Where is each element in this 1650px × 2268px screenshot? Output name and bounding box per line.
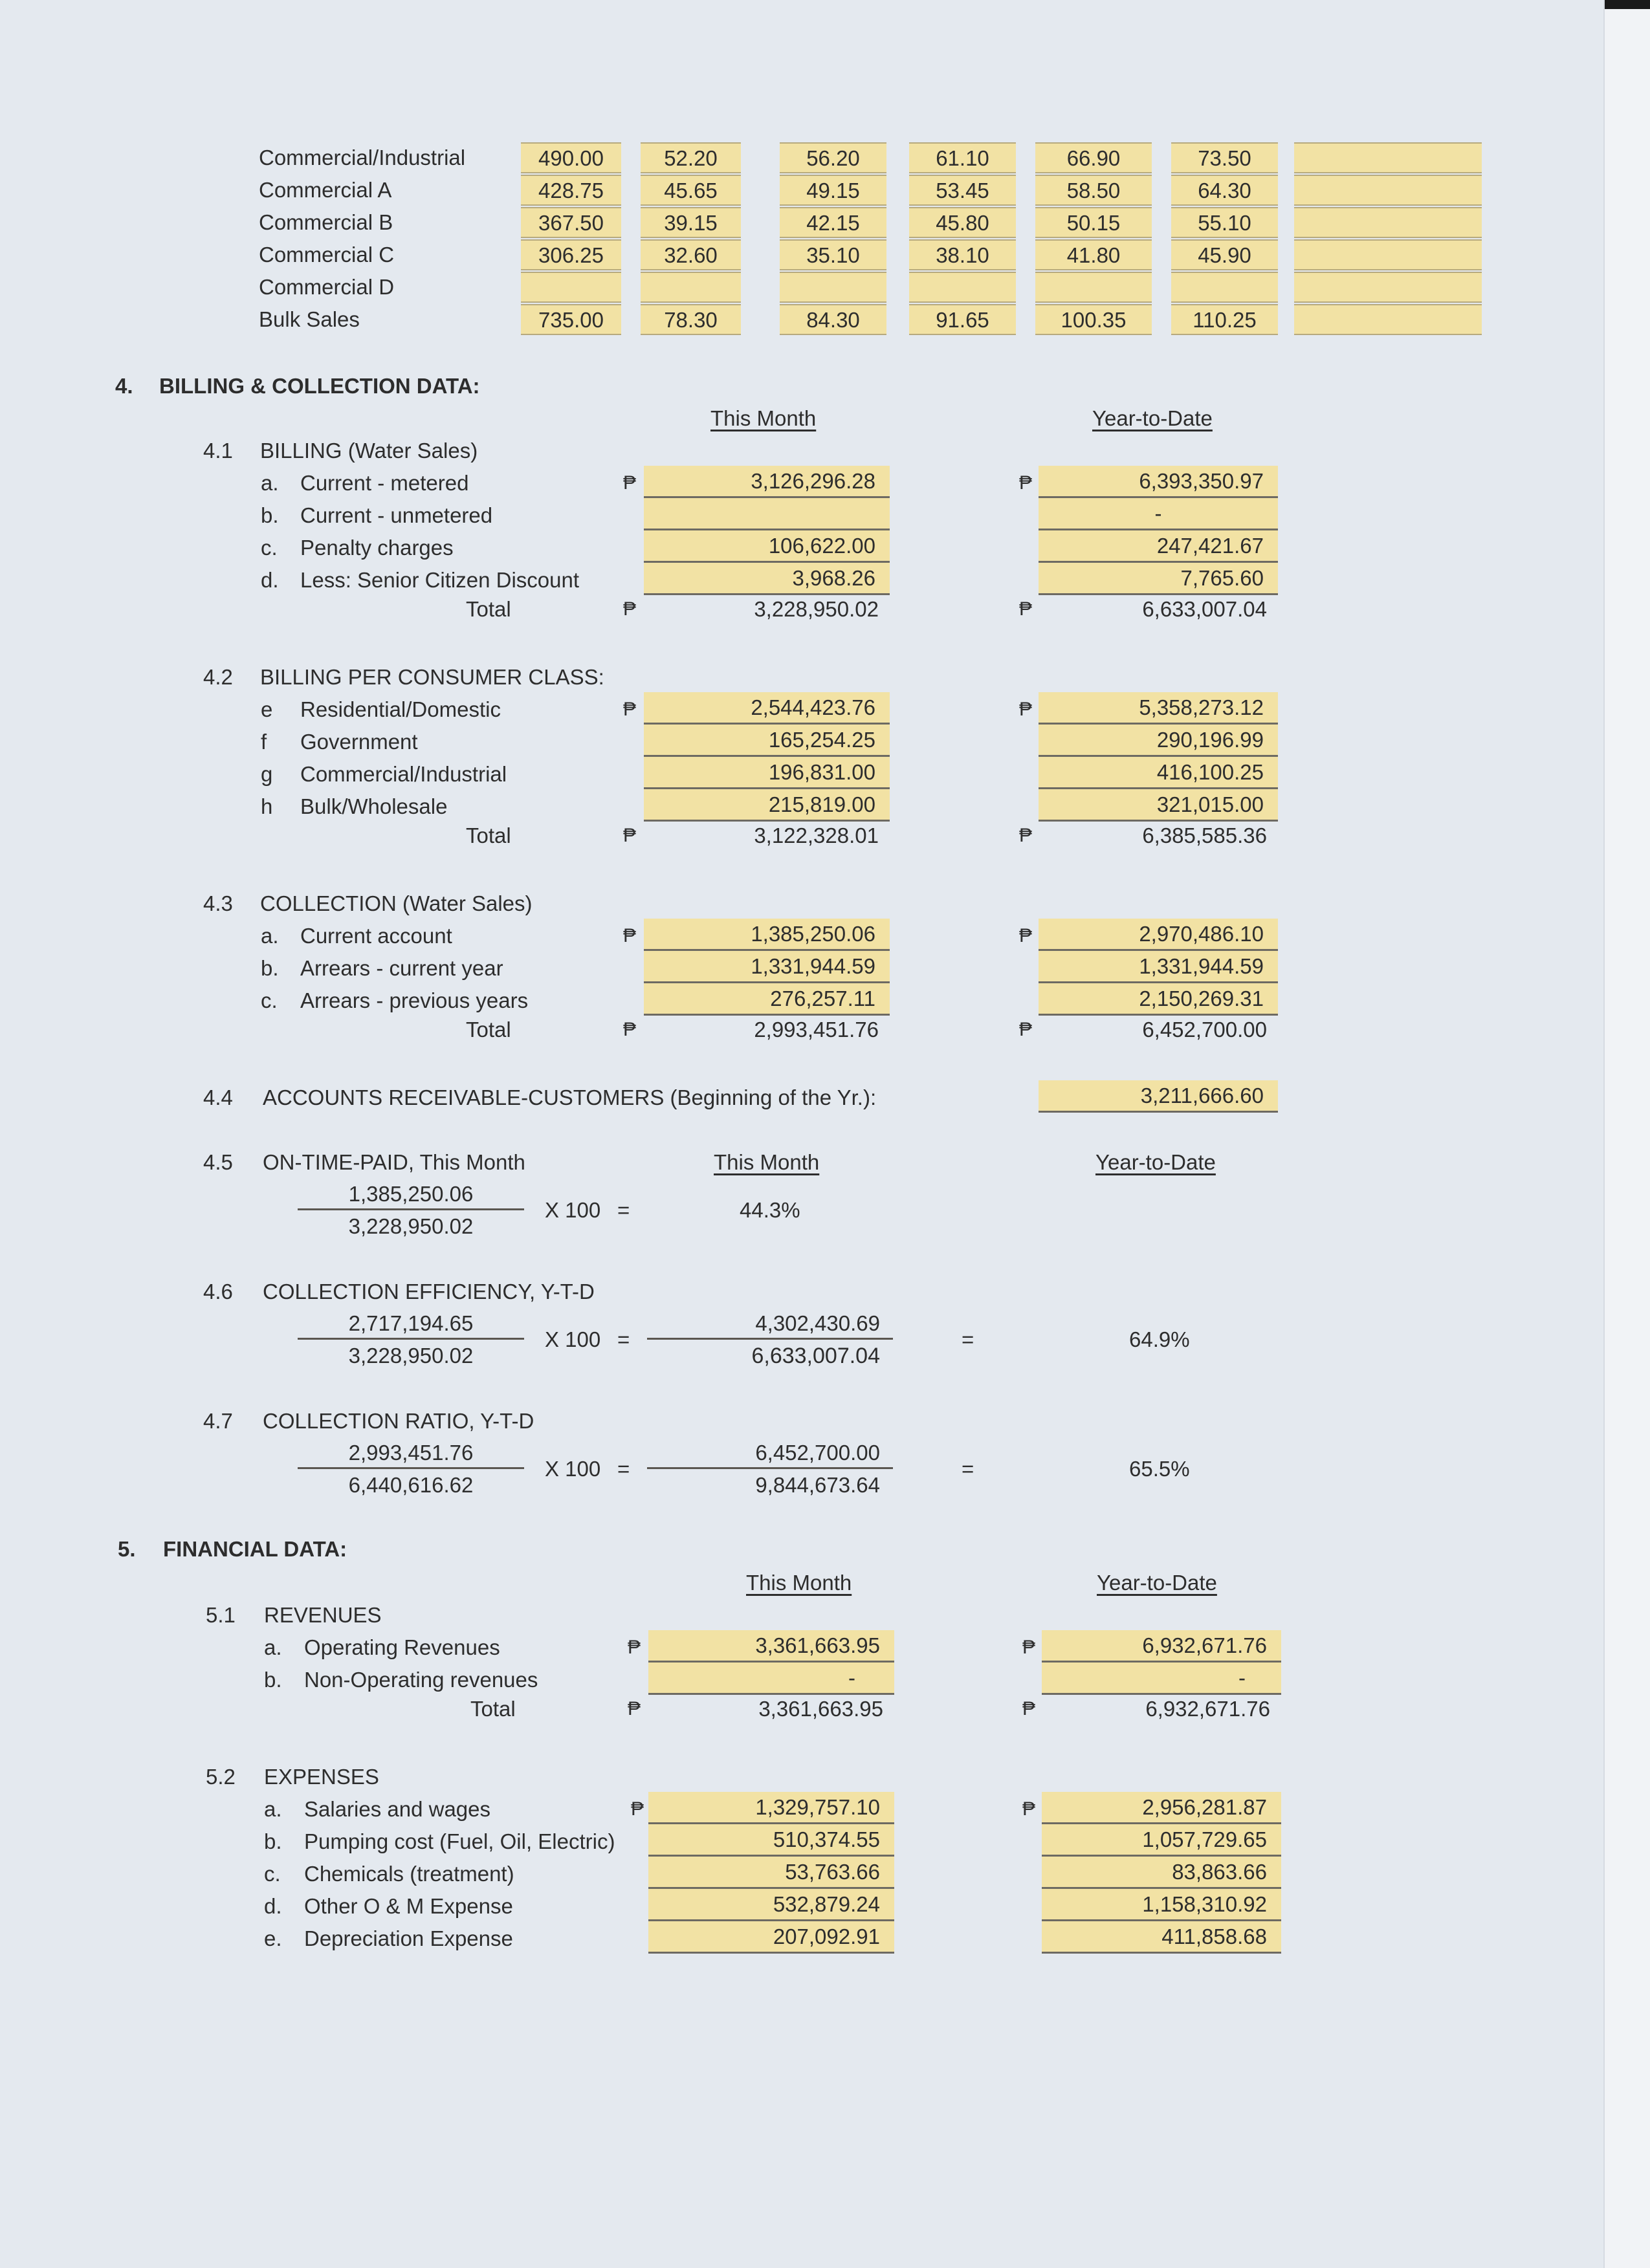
fraction-denominator: 6,633,007.04: [751, 1344, 880, 1368]
fraction-numerator: 2,717,194.65: [348, 1311, 474, 1335]
amount-cell: 207,092.91: [648, 1921, 894, 1954]
row-label: Arrears - previous years: [300, 988, 529, 1012]
peso-sign: ₱: [623, 699, 637, 720]
row-label: Salaries and wages: [304, 1797, 491, 1821]
amount-cell: 247,421.67: [1039, 530, 1278, 563]
amount-cell: 106,622.00: [644, 530, 890, 563]
total-label: Total: [466, 1018, 511, 1041]
amount-cell: 1,329,757.10: [648, 1792, 894, 1824]
peso-sign: ₱: [628, 1637, 641, 1658]
amount-cell: [644, 498, 890, 530]
row-label: Chemicals (treatment): [304, 1862, 514, 1886]
rate-cell: 735.00: [521, 304, 621, 335]
amount-cell: 3,361,663.95: [648, 1630, 894, 1663]
peso-sign: ₱: [623, 925, 637, 946]
fraction-numerator: 6,452,700.00: [755, 1441, 880, 1465]
amount-cell: 290,196.99: [1039, 725, 1278, 757]
row-letter: a.: [264, 1635, 282, 1659]
peso-sign: ₱: [1022, 1637, 1036, 1658]
subsection-title: BILLING (Water Sales): [260, 439, 478, 463]
subsection-title: COLLECTION RATIO, Y-T-D: [263, 1409, 534, 1433]
amount-cell: 1,385,250.06: [644, 919, 890, 951]
subsection-title: ON-TIME-PAID, This Month: [263, 1150, 525, 1174]
amount-cell: 3,211,666.60: [1039, 1080, 1278, 1113]
fraction-numerator: 4,302,430.69: [755, 1311, 880, 1335]
multiplier: X 100: [545, 1457, 601, 1481]
rate-cell: 306.25: [521, 239, 621, 270]
multiplier: X 100: [545, 1327, 601, 1351]
amount-cell: 53,763.66: [648, 1857, 894, 1889]
page-edge: [1603, 0, 1650, 2268]
rate-cell: [1294, 272, 1482, 303]
amount-cell: 1,057,729.65: [1042, 1824, 1281, 1857]
peso-sign: ₱: [623, 1019, 637, 1040]
rate-cell: 91.65: [909, 304, 1016, 335]
equals-sign: =: [617, 1198, 630, 1222]
subsection-title: COLLECTION EFFICIENCY, Y-T-D: [263, 1280, 595, 1303]
section-title: BILLING & COLLECTION DATA:: [159, 374, 480, 398]
col-header-ytd: Year-to-Date: [1092, 406, 1213, 430]
col-header-this-month: This Month: [710, 406, 817, 430]
peso-sign: ₱: [623, 472, 637, 494]
total-label: Total: [470, 1697, 516, 1721]
rate-cell: 64.30: [1171, 175, 1278, 206]
row-label: Depreciation Expense: [304, 1926, 513, 1950]
amount-cell: 3,968.26: [644, 563, 890, 595]
row-label: Current - unmetered: [300, 503, 493, 527]
rate-cell: [1171, 272, 1278, 303]
subsection-title: COLLECTION (Water Sales): [260, 891, 533, 915]
rate-cell: [780, 272, 886, 303]
subsection-number: 4.6: [203, 1280, 233, 1303]
row-letter: e.: [264, 1926, 282, 1950]
amount-cell: 276,257.11: [644, 983, 890, 1016]
row-label: Commercial/Industrial: [300, 762, 507, 786]
subsection-number: 5.2: [206, 1765, 236, 1789]
section-number: 4.: [115, 374, 133, 398]
amount-cell: 83,863.66: [1042, 1857, 1281, 1889]
amount-cell: 1,331,944.59: [644, 951, 890, 983]
row-label: Residential/Domestic: [300, 697, 501, 721]
rate-cell: 38.10: [909, 239, 1016, 270]
subsection-number: 4.7: [203, 1409, 233, 1433]
subsection-number: 5.1: [206, 1603, 236, 1627]
page-edge-corner: [1605, 0, 1650, 9]
subsection-title: REVENUES: [264, 1603, 382, 1627]
subsection-number: 4.2: [203, 665, 233, 689]
amount-cell: 1,158,310.92: [1042, 1889, 1281, 1921]
fraction-bar: [298, 1467, 524, 1469]
rate-cell: 35.10: [780, 239, 886, 270]
fraction-numerator: 1,385,250.06: [348, 1182, 474, 1206]
amount-cell: 510,374.55: [648, 1824, 894, 1857]
subsection-title: BILLING PER CONSUMER CLASS:: [260, 665, 604, 689]
amount-cell: 2,970,486.10: [1039, 919, 1278, 951]
fraction-denominator: 3,228,950.02: [348, 1344, 474, 1368]
row-letter: a.: [261, 471, 279, 495]
row-label: Government: [300, 730, 418, 754]
row-label: Other O & M Expense: [304, 1894, 513, 1918]
rate-cell: 428.75: [521, 175, 621, 206]
rate-cell: 42.15: [780, 207, 886, 238]
subsection-number: 4.3: [203, 891, 233, 915]
amount-cell: 6,393,350.97: [1039, 466, 1278, 498]
rate-row-label: Commercial A: [259, 178, 392, 202]
rate-row-label: Commercial/Industrial: [259, 146, 466, 169]
peso-sign: ₱: [1019, 472, 1033, 494]
col-header-ytd: Year-to-Date: [1097, 1571, 1217, 1595]
amount-cell: -: [1039, 498, 1278, 530]
peso-sign: ₱: [623, 598, 637, 620]
peso-sign: ₱: [1019, 825, 1033, 846]
rate-cell: 41.80: [1035, 239, 1152, 270]
rate-cell: 73.50: [1171, 142, 1278, 173]
row-letter: d.: [261, 568, 279, 592]
rate-cell: [909, 272, 1016, 303]
row-letter: c.: [264, 1862, 281, 1886]
amount-cell: 6,932,671.76: [1042, 1630, 1281, 1663]
row-label: Less: Senior Citizen Discount: [300, 568, 580, 592]
amount-cell: 2,150,269.31: [1039, 983, 1278, 1016]
rate-row-label: Commercial C: [259, 243, 395, 267]
total-amount: 6,452,700.00: [1142, 1018, 1267, 1041]
row-letter: d.: [264, 1894, 282, 1918]
row-label: Current account: [300, 924, 452, 948]
row-letter: c.: [261, 536, 278, 560]
row-letter: b.: [261, 956, 279, 980]
total-amount: 3,361,663.95: [758, 1697, 883, 1721]
rate-cell: 39.15: [641, 207, 741, 238]
row-label: Non-Operating revenues: [304, 1668, 538, 1692]
amount-cell: 165,254.25: [644, 725, 890, 757]
amount-cell: 1,331,944.59: [1039, 951, 1278, 983]
equals-sign: =: [962, 1457, 974, 1481]
subsection-title: EXPENSES: [264, 1765, 379, 1789]
row-letter: a.: [261, 924, 279, 948]
amount-cell: 196,831.00: [644, 757, 890, 789]
rate-cell: [1294, 304, 1482, 335]
peso-sign: ₱: [1022, 1698, 1036, 1719]
rate-cell: [1035, 272, 1152, 303]
total-amount: 2,993,451.76: [754, 1018, 879, 1041]
rate-cell: [1294, 207, 1482, 238]
rate-row-label: Bulk Sales: [259, 307, 360, 331]
rate-cell: 56.20: [780, 142, 886, 173]
equals-sign: =: [617, 1327, 630, 1351]
fraction-denominator: 6,440,616.62: [348, 1473, 474, 1497]
amount-cell: 5,358,273.12: [1039, 692, 1278, 725]
row-letter: b.: [261, 503, 279, 527]
total-amount: 3,122,328.01: [754, 823, 879, 847]
rate-cell: 100.35: [1035, 304, 1152, 335]
rate-cell: 66.90: [1035, 142, 1152, 173]
equals-sign: =: [962, 1327, 974, 1351]
fraction-bar: [647, 1467, 893, 1469]
row-letter: f: [261, 730, 267, 754]
row-label: Pumping cost (Fuel, Oil, Electric): [304, 1829, 615, 1853]
multiplier: X 100: [545, 1198, 601, 1222]
amount-cell: 2,956,281.87: [1042, 1792, 1281, 1824]
row-letter: g: [261, 762, 273, 786]
subsection-number: 4.4: [203, 1085, 233, 1109]
col-header-this-month: This Month: [746, 1571, 852, 1595]
rate-cell: [1294, 239, 1482, 270]
equals-sign: =: [617, 1457, 630, 1481]
rate-cell: [641, 272, 741, 303]
row-label: Penalty charges: [300, 536, 454, 560]
amount-cell: 532,879.24: [648, 1889, 894, 1921]
rate-cell: 50.15: [1035, 207, 1152, 238]
rate-cell: 55.10: [1171, 207, 1278, 238]
peso-sign: ₱: [1019, 925, 1033, 946]
row-letter: b.: [264, 1829, 282, 1853]
peso-sign: ₱: [628, 1698, 641, 1719]
rate-cell: 45.65: [641, 175, 741, 206]
result-value: 64.9%: [1129, 1327, 1190, 1351]
subsection-number: 4.1: [203, 439, 233, 463]
result-value: 44.3%: [740, 1198, 800, 1222]
rate-cell: 52.20: [641, 142, 741, 173]
fraction-bar: [647, 1338, 893, 1340]
fraction-bar: [298, 1338, 524, 1340]
amount-cell: 215,819.00: [644, 789, 890, 822]
rate-cell: 58.50: [1035, 175, 1152, 206]
result-value: 65.5%: [1129, 1457, 1190, 1481]
peso-sign: ₱: [623, 825, 637, 846]
peso-sign: ₱: [631, 1798, 644, 1820]
rate-cell: 32.60: [641, 239, 741, 270]
total-amount: 6,385,585.36: [1142, 823, 1267, 847]
rate-cell: 49.15: [780, 175, 886, 206]
rate-cell: [521, 272, 621, 303]
peso-sign: ₱: [1022, 1798, 1036, 1820]
rate-cell: [1294, 175, 1482, 206]
amount-cell: 7,765.60: [1039, 563, 1278, 595]
rate-cell: 84.30: [780, 304, 886, 335]
section-title: FINANCIAL DATA:: [163, 1537, 347, 1561]
rate-cell: 53.45: [909, 175, 1016, 206]
row-letter: c.: [261, 988, 278, 1012]
row-label: Current - metered: [300, 471, 469, 495]
subsection-number: 4.5: [203, 1150, 233, 1174]
row-letter: h: [261, 794, 273, 818]
total-amount: 6,633,007.04: [1142, 597, 1267, 621]
col-header-this-month: This Month: [714, 1150, 820, 1174]
amount-cell: 3,126,296.28: [644, 466, 890, 498]
amount-cell: 2,544,423.76: [644, 692, 890, 725]
subsection-title: ACCOUNTS RECEIVABLE-CUSTOMERS (Beginning of the Yr.):: [263, 1085, 877, 1109]
rate-cell: 110.25: [1171, 304, 1278, 335]
peso-sign: ₱: [1019, 1019, 1033, 1040]
row-label: Operating Revenues: [304, 1635, 500, 1659]
total-label: Total: [466, 597, 511, 621]
amount-cell: 321,015.00: [1039, 789, 1278, 822]
rate-cell: 45.90: [1171, 239, 1278, 270]
fraction-denominator: 3,228,950.02: [348, 1214, 474, 1238]
total-label: Total: [466, 823, 511, 847]
rate-cell: 45.80: [909, 207, 1016, 238]
fraction-numerator: 2,993,451.76: [348, 1441, 474, 1465]
row-label: Bulk/Wholesale: [300, 794, 448, 818]
total-amount: 3,228,950.02: [754, 597, 879, 621]
amount-cell: 411,858.68: [1042, 1921, 1281, 1954]
rate-cell: [1294, 142, 1482, 173]
rate-cell: 78.30: [641, 304, 741, 335]
section-number: 5.: [118, 1537, 136, 1561]
peso-sign: ₱: [1019, 598, 1033, 620]
amount-cell: 416,100.25: [1039, 757, 1278, 789]
row-letter: b.: [264, 1668, 282, 1692]
fraction-denominator: 9,844,673.64: [755, 1473, 880, 1497]
col-header-ytd: Year-to-Date: [1095, 1150, 1216, 1174]
amount-cell: -: [1042, 1663, 1281, 1695]
amount-cell: -: [648, 1663, 894, 1695]
row-letter: e: [261, 697, 273, 721]
rate-cell: 367.50: [521, 207, 621, 238]
total-amount: 6,932,671.76: [1145, 1697, 1270, 1721]
peso-sign: ₱: [1019, 699, 1033, 720]
rate-cell: 61.10: [909, 142, 1016, 173]
row-letter: a.: [264, 1797, 282, 1821]
row-label: Arrears - current year: [300, 956, 503, 980]
rate-row-label: Commercial B: [259, 210, 393, 234]
rate-row-label: Commercial D: [259, 275, 395, 299]
fraction-bar: [298, 1208, 524, 1210]
rate-cell: 490.00: [521, 142, 621, 173]
